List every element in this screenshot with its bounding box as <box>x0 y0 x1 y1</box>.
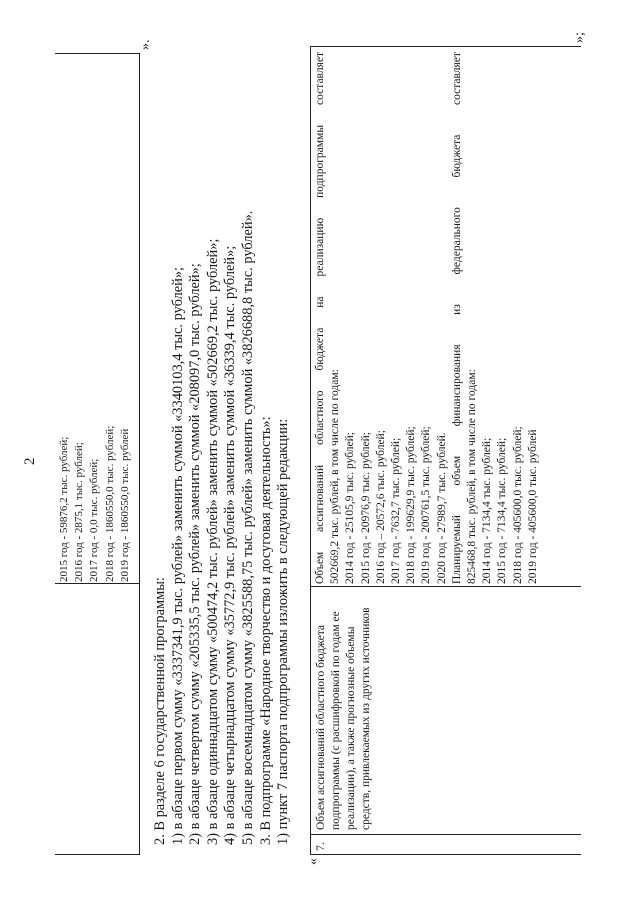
value-line: 502669,2 тыс. рублей, в том числе по годам: <box>329 369 342 584</box>
paragraph-line: 3) в абзаце одиннадцатом сумму «500474,2 тыс. рублей» заменить суммой «502669,2 тыс. рублей»; <box>204 238 221 845</box>
value-line: 2015 год - 7134,4 тыс. рублей; <box>496 437 509 584</box>
closing-quote: ». <box>138 39 153 50</box>
word: объем <box>450 455 463 486</box>
paragraph-line: 1) в абзаце первом сумму «3337341,9 тыс. рублей» заменить суммой «3340103,4 тыс. рублей»; <box>169 266 186 845</box>
value-line: 2014 год - 7134,4 тыс. рублей; <box>481 437 494 584</box>
word: федерального <box>450 207 463 275</box>
table-cell-years <box>57 426 133 582</box>
word: подпрограммы <box>314 124 326 198</box>
word: составляет <box>314 52 326 105</box>
value-line: 2019 год - 200761,5 тыс. рублей; <box>420 426 433 584</box>
paragraph-line: 1) пункт 7 паспорта подпрограммы изложить в следующей редакции: <box>275 418 292 845</box>
justified-line <box>450 52 465 584</box>
value-line: 2020 год - 27989,7 тыс. рублей. <box>435 432 448 584</box>
paragraph-line: 3. В подпрограмме «Народное творчество и досуговая деятельность»: <box>257 416 274 845</box>
word: Планируемый <box>450 515 463 584</box>
closing-mark: »; <box>572 32 587 43</box>
word: областного <box>314 390 326 445</box>
word: финансирования <box>450 344 463 427</box>
value-line: 2019 год - 405600,0 тыс. рублей <box>526 429 539 584</box>
funding-table-continued <box>55 53 140 855</box>
word: Объем <box>314 551 326 584</box>
page-number: 2 <box>22 457 38 465</box>
year-line: 2016 год - 2875,1 тыс. рублей; <box>73 442 86 582</box>
row-label: Объем ассигнований областного бюджета подпрограммы (с расшифровкой по годам ее реализации), а также прогнозные объемы средств, привлекаемых из других источников <box>311 586 581 834</box>
word: ассигнований <box>314 464 326 532</box>
value-line: 2015 год - 20976,9 тыс. рублей; <box>359 432 372 584</box>
value-line: 2018 год - 405600,0 тыс. рублей; <box>511 426 524 584</box>
row-value <box>313 52 541 584</box>
word: бюджета <box>450 134 463 178</box>
value-line: 2014 год - 25105,9 тыс. рублей; <box>344 432 357 584</box>
paragraph-line: 4) в абзаце четырнадцатом сумму «35772,9 тыс. рублей» заменить суммой «36339,4 тыс. рублей»; <box>222 245 239 845</box>
paragraph-line: 5) в абзаце восемнадцатом сумму «3825588,75 тыс. рублей» заменить суммой «3826688,8 тыс. рублей». <box>239 210 256 845</box>
value-line: 2018 год - 199629,9 тыс. рублей; <box>405 426 418 584</box>
word: из <box>450 304 463 315</box>
paragraph-line: 2. В разделе 6 государственной программы: <box>152 577 168 845</box>
word: составляет <box>450 52 463 106</box>
amendment-text <box>152 65 293 845</box>
year-line: 2019 год - 1860550,0 тыс. рублей <box>118 428 131 582</box>
year-line: 2017 год - 0,0 тыс. рублей; <box>88 458 101 582</box>
year-line: 2015 год - 59876,2 тыс. рублей; <box>58 436 70 582</box>
justified-line <box>313 52 328 584</box>
table-cell-empty <box>55 583 139 854</box>
word: реализацию <box>314 217 326 277</box>
year-line: 2018 год - 1860550,0 тыс. рублей; <box>103 425 116 582</box>
paragraph-line: 2) в абзаце четвертом сумму «205335,5 тыс. рублей» заменить суммой «208097,0 тыс. рублей»; <box>187 263 204 845</box>
passport-table <box>310 46 581 855</box>
opening-quote: « <box>306 858 321 865</box>
value-line: 2016 год – 20572,6 тыс. рублей; <box>374 430 387 584</box>
word: на <box>314 296 326 308</box>
value-line: 825468,8 тыс. рублей, в том числе по годам: <box>466 369 479 584</box>
row-number: 7. <box>311 834 581 854</box>
word: бюджета <box>314 327 326 371</box>
value-line: 2017 год - 7632,7 тыс. рублей; <box>390 437 403 584</box>
